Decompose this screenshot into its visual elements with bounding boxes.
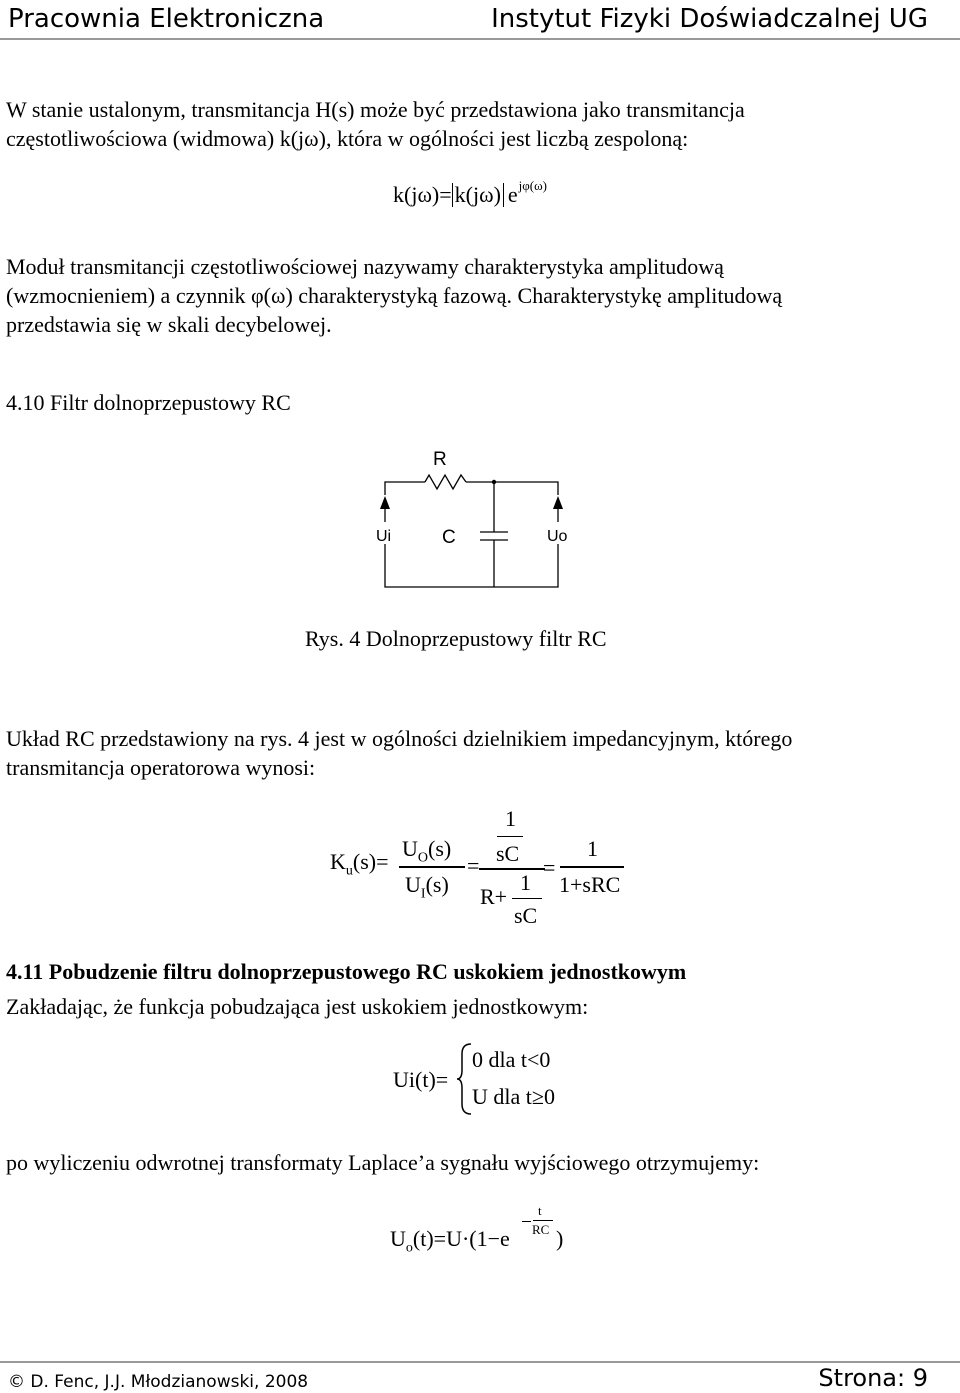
text-line: częstotliwościowa (widmowa) k(jω), która w ogólności jest liczbą zespoloną: [6,126,689,151]
eq2-result-den: 1+sRC [559,872,621,897]
section-heading-4-11: 4.11 Pobudzenie filtru dolnoprzepustowego RC uskokiem jednostkowym [6,959,687,984]
eq2-numerator [402,836,451,866]
paragraph-intro [6,95,745,153]
junction-node [492,480,496,484]
header-rule [0,38,960,40]
eq2-num-sub: O [417,850,429,866]
ui-arrow-icon [380,496,390,509]
eq2-equals-1: = [467,853,480,878]
eq2-denominator [405,872,449,902]
eq2-k-sub: u [345,863,353,879]
text-line: Układ RC przedstawiony na rys. 4 jest w ogólności dzielnikiem impedancyjnym, którego [6,726,793,751]
eq3-lhs: Ui(t)= [393,1067,449,1092]
text-line: transmitancja operatorowa wynosi: [6,755,316,780]
eq2-small-bar-2 [512,898,542,899]
eq2-small-one: 1 [505,806,516,831]
uo-arrow-icon [553,496,563,509]
label-uo: Uo [547,528,568,545]
rc-circuit-diagram [360,440,600,600]
footer-left: © D. Fenc, J.J. Młodzianowski, 2008 [8,1372,309,1392]
paragraph-laplace [6,1148,759,1177]
eq2-result-bar [560,866,624,868]
eq2-result-num: 1 [587,836,598,861]
eq2-small-one-2: 1 [520,870,531,895]
eq3-case2: U dla t≥0 [472,1084,555,1109]
text-line: W stanie ustalonym, transmitancja H(s) może być przedstawiona jako transmitancja [6,97,745,122]
eq2-k-arg: (s)= [352,849,389,874]
text-line: po wyliczeniu odwrotnej transformaty Laplace’a sygnału wyjściowego otrzymujemy: [6,1150,760,1175]
label-ui: Ui [376,528,392,545]
label-r: R [433,449,447,470]
eq2-den-arg: (s) [425,872,449,897]
header-left: Pracownia Elektroniczna [8,4,325,34]
text-line: Moduł transmitancji częstotliwościowej nazywamy charakterystyka amplitudową [6,254,724,279]
eq2-num-arg: (s) [428,836,452,861]
paragraph-amplitude [6,252,782,339]
footer-page-number: Strona: 9 [818,1364,928,1392]
eq2-fraction-bar [399,866,465,868]
text-line: przedstawia się w skali decybelowej. [6,312,332,337]
eq4-exp-den: RC [532,1222,550,1237]
resistor-symbol [425,475,466,489]
eq2-small-bar [497,836,523,837]
eq2-lhs [330,849,389,879]
eq3-case1: 0 dla t<0 [472,1047,551,1072]
eq4-exp-bar [533,1220,553,1221]
eq1-e: e [507,182,518,207]
text-line: Zakładając, że funkcja pobudzająca jest uskokiem jednostkowym: [6,994,589,1019]
eq4-u: U [390,1226,406,1251]
eq4-exp-num: t [538,1203,542,1218]
eq2-equals-2: = [543,855,556,880]
text-line: (wzmocnieniem) a czynnik φ(ω) charakterystyką fazową. Charakterystykę amplitudową [6,283,783,308]
eq4 [390,1226,510,1256]
eq1-modulus: k(jω) [452,183,504,207]
eq4-rhs: (t)=U·(1−e [412,1226,510,1251]
section-heading-4-10: 4.10 Filtr dolnoprzepustowy RC [6,390,291,415]
eq4-sub: o [405,1240,413,1256]
equation-transmittance [393,178,548,208]
eq2-k: K [330,849,346,874]
footer-rule [0,1361,960,1363]
eq1-exponent: jφ(ω) [518,178,548,193]
eq2-sc: sC [496,841,520,866]
figure-caption: Rys. 4 Dolnoprzepustowy filtr RC [305,626,607,651]
eq2-sc-2: sC [514,903,538,928]
eq1-lhs: k(jω)= [393,182,452,207]
eq2-num-u: U [402,836,418,861]
eq2-den-u: U [405,872,421,897]
eq2-main-bar [479,868,545,870]
paragraph-step [6,992,588,1021]
header-right: Instytut Fizyki Doświadczalnej UG [491,4,928,34]
label-c: C [442,527,456,548]
eq4-close: ) [556,1226,564,1251]
eq2-r-plus: R+ [480,884,508,909]
eq4-minus-sign [522,1221,531,1222]
paragraph-divider [6,724,792,782]
eq2-den-sub: I [420,886,426,902]
